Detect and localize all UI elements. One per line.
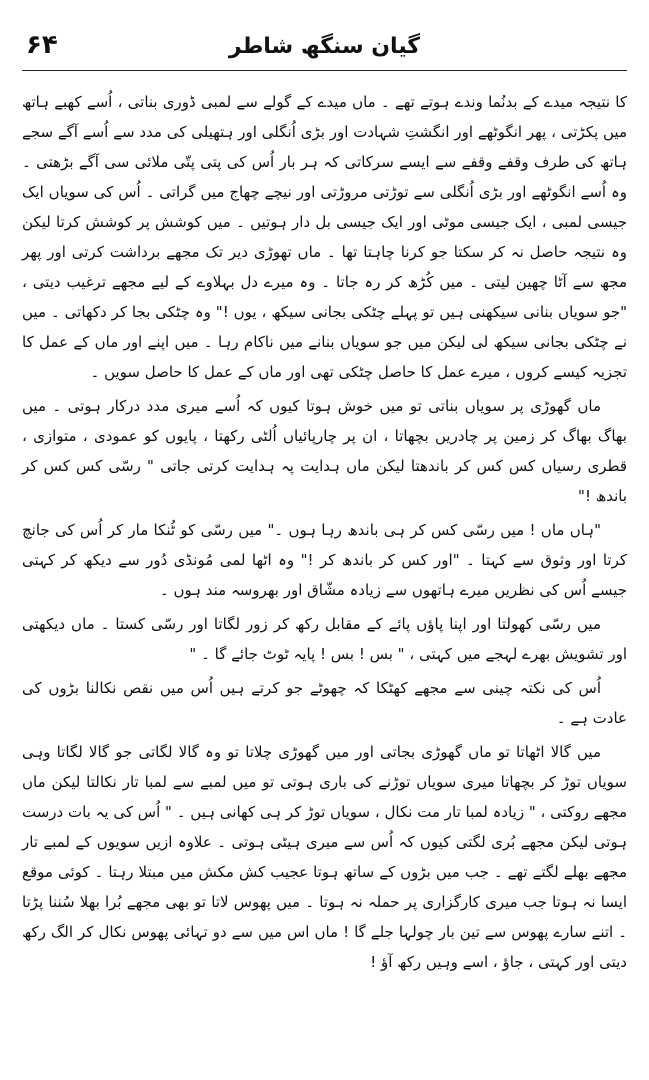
paragraph-5: اُس کی نکتہ چینی سے مجھے کھٹکا کہ چھوٹے جو کرتے ہیں اُس میں نقص نکالنا بڑوں کی عادت ہے ۔ — [22, 679, 627, 727]
page-number: ۶۴ — [26, 30, 58, 60]
running-title: گیان سنگھ شاطر — [228, 34, 421, 59]
paragraph-3: "ہاں ماں ! میں رسّی کس کر ہی باندھ رہا ہوں ۔" میں رسّی کو ٹُنکا مار کر اُس کی جانچ کرتا اور وثوق سے کہتا ۔ "اور کس کر باندھ کر !" وہ اٹھا لمی مُونڈی دُور سے دیکھ کر کہتی جیسے اُس کی نظریں میرے ہاتھوں سے زیادہ مشّاق اور بھروسہ مند ہوں ۔ — [22, 521, 627, 599]
page-header — [22, 28, 627, 71]
paragraph-6: میں گالا اٹھاتا تو ماں گھوڑی بجاتی اور میں گھوڑی چلاتا تو وہ گالا لگاتی جو گالا لگاتا وہی سویاں توڑ کر بچھاتا میری سویاں توڑنے کی باری ہوتی تو میں لمبے سے لمبا تار نکالتا لیکن ماں مجھے روکتی ، " زیادہ لمبا تار مت نکال ، سویاں توڑ کر ہی کھانی ہیں ۔ " اُس کی یہ بات درست ہوتی لیکن مجھے بُری لگتی کیوں کہ اُس سے میری ہیٹی ہوتی ۔ علاوہ ازیں سویوں کے لمبے تار مجھے بھلے لگتے تھے ۔ جب میں بڑوں کے ساتھ ہوتا عجیب کش مکش میں مبتلا رہتا ۔ کوئی موقع ایسا نہ ہوتا جب میری کارگزاری پر حملہ نہ ہوتا ۔ میں پھوس لاتا تو بھی مجھے بُرا بھلا سُننا پڑتا ۔ اتنے سارے پھوس سے تین بار چولہا جلے گا ! ماں اس میں سے دو تہائی پھوس نکال کر الگ رکھ دیتی اور کہتی ، جاؤ ، اسے وہیں رکھ آؤ ! — [22, 743, 627, 971]
paragraph-2: ماں گھوڑی پر سویاں بناتی تو میں خوش ہوتا کیوں کہ اُسے میری مدد درکار ہوتی ۔ میں بھاگ بھاگ کر زمین پر چادریں بچھاتا ، ان پر چارپائیاں اُلٹی رکھتا ، پایوں کو عمودی ، متوازی ، قطری رسیاں کس کس کر باندھتا لیکن ماں ہدایت پہ ہدایت کرتی جاتی " رسّی کس کس کر باندھ !" — [22, 397, 627, 505]
paragraph-1: کا نتیجہ میدے کے بدنُما وندے ہوتے تھے ۔ ماں میدے کے گولے سے لمبی ڈوری بناتی ، اُسے کھبے ہاتھ میں پکڑتی ، پھر انگوٹھے اور انگشتِ شہادت اور بڑی اُنگلی اور ہتھیلی کی مدد سے اُسے آگے سجے ہاتھ کی طرف وقفے وقفے سے ایسے سرکاتی کہ ہر بار اُس کی پتی پتّی ملائی سی آگے بڑھتی ۔ وہ اُسے انگوٹھے اور بڑی اُنگلی سے توڑتی مروڑتی اور نیچے چھاج میں گراتی ۔ اُس کی سویاں ایک جیسی لمبی ، ایک جیسی موٹی اور ایک جیسی بل دار ہوتیں ۔ میں کوشش پر کوشش کرتا لیکن وہ نتیجہ حاصل نہ کر سکتا جو کرنا چاہتا تھا ۔ ماں تھوڑی دیر تک مجھے برداشت کرتی اور پھر مجھ سے آٹا چھین لیتی ۔ میں کُڑھ کر رہ جاتا ۔ وہ میرے دل بہلاوے کے لیے مجھے ترغیب دیتی ، "جو سویاں بنانی سیکھنی ہیں تو پہلے چٹکی بجانی سیکھ ، یوں !" وہ چٹکی بجا کر دکھاتی ۔ میں نے چٹکی بجانی سیکھ لی لیکن میں جو سویاں بنانے میں ناکام رہا ۔ میں اپنے اور ماں کے عمل کا تجزیہ کیسے کروں ، میرے عمل کا حاصل چٹکی تھی اور ماں کے عمل کا حاصل سویں ۔ — [22, 93, 627, 381]
page-body — [22, 87, 627, 977]
paragraph-4: میں رسّی کھولتا اور اپنا پاؤں پائے کے مقابل رکھ کر زور لگاتا اور رسّی کستا ۔ ماں دیکھتی اور تشویش بھرے لہجے میں کہتی ، " بس ! بس ! پایہ ٹوٹ جائے گا ۔ " — [22, 615, 627, 663]
